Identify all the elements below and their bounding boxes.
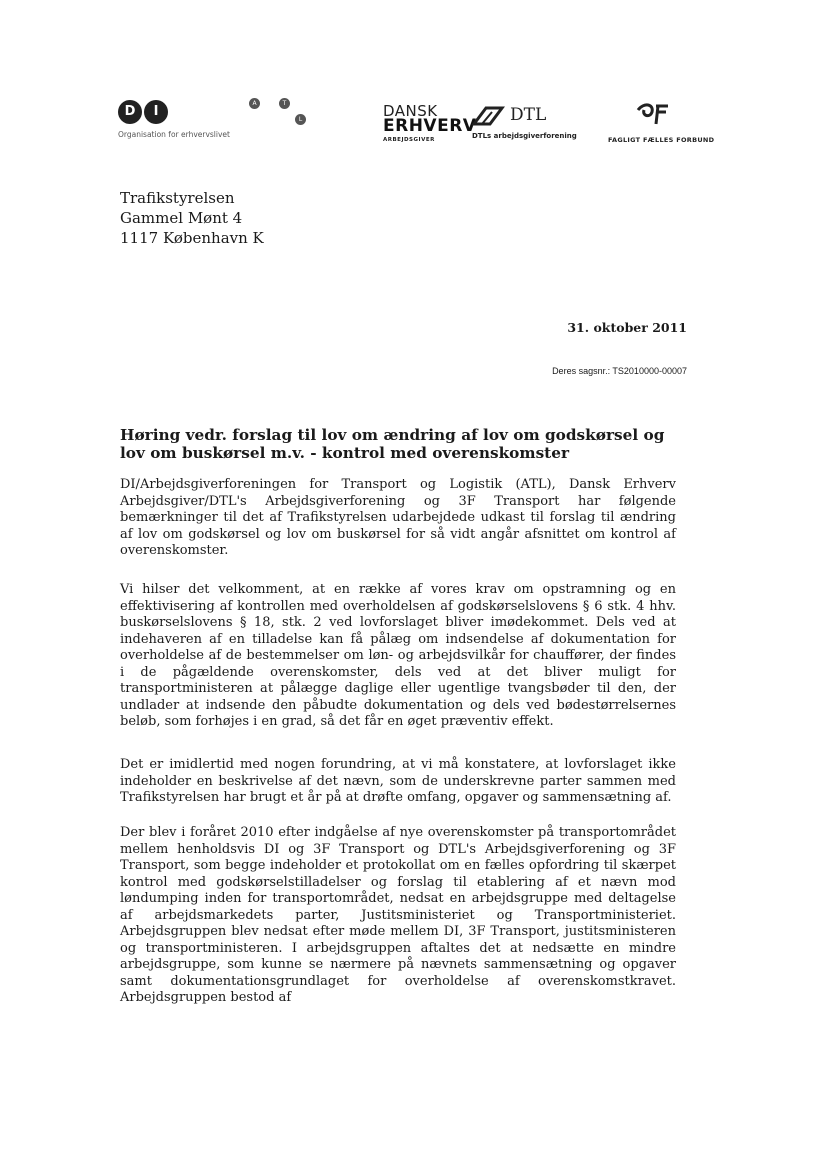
3f-mark-icon xyxy=(630,100,680,130)
dansk-erhverv-logo xyxy=(383,104,476,143)
di-letter-d: D xyxy=(118,100,142,124)
body-paragraph-2: Vi hilser det velkomment, at en række af vores krav om opstramning og en effektivisering af kontrollen med overholdelsen af godskørselslovens § 6 stk. 4 hhv. buskørselslovens § 18, stk. 2 ved lovforslaget bliver imødekommet. Dels ved at indehaveren af en tilladelse kan få pålæg om indsendelse af dokumentation for overholdelse af de bestemmelser om løn- og arbejdsvilkår for chauffører, der findes i de pågældende overenskomster, dels ved at det bliver muligt for transportministeren at pålægge daglige eller ugentlige tvangsbøder til den, der undlader at indsende den påbudte dokumentation og dels ved bødestørrelsernes beløb, som forhøjes i en grad, så det får en øget præventiv effekt. xyxy=(120,582,676,729)
letter-title: Høring vedr. forslag til lov om ændring af lov om godskørsel og lov om buskørsel m.v. - kontrol med overenskomster xyxy=(120,426,665,462)
body-paragraph-3: Det er imidlertid med nogen forundring, at vi må konstatere, at lovforslaget ikke indeholder en beskrivelse af det nævn, som de underskrevne parter sammen med Trafikstyrelsen har brugt et år på at drøfte omfang, opgaver og sammensætning af. xyxy=(120,757,676,805)
letter-date: 31. oktober 2011 xyxy=(567,320,687,335)
recipient-city: 1117 København K xyxy=(120,229,264,247)
3f-logo xyxy=(608,100,714,144)
case-reference: Deres sagsnr.: TS2010000-00007 xyxy=(552,366,687,376)
dtl-swoosh-icon xyxy=(472,104,508,126)
atl-logo xyxy=(245,96,315,136)
body-paragraph-1: DI/Arbejdsgiverforeningen for Transport og Logistik (ATL), Dansk Erhverv Arbejdsgiver/DTL's Arbejdsgiverforening og 3F Transport har følgende bemærkninger til det af Trafikstyrelsen udarbejdede udkast til forslag til ændring af lov om godskørsel og lov om buskørsel for så vidt angår afsnittet om kontrol af overenskomster. xyxy=(120,477,676,558)
dansk-erhverv-line3: ARBEJDSGIVER xyxy=(383,137,435,143)
atl-letter-l: L xyxy=(295,114,306,125)
di-letter-i: I xyxy=(144,100,168,124)
dtl-logo xyxy=(472,104,577,140)
recipient-name: Trafikstyrelsen xyxy=(120,189,235,207)
di-logo xyxy=(118,100,230,139)
dansk-erhverv-line2: ERHVERV xyxy=(383,116,477,136)
body-paragraph-4: Der blev i foråret 2010 efter indgåelse af nye overenskomster på transportområdet mellem henholdsvis DI og 3F Transport og DTL's Arbejdsgiverforening og 3F Transport, som begge indeholder et protokollat om en fælles opfordring til skærpet kontrol med godskørselstilladelser og forslag til etablering af et nævn mod løndumping inden for transportområdet, nedsat en arbejdsgruppe med deltagelse af arbejdsmarkedets parter, Justitsministeriet og Transportministeriet. Arbejdsgruppen blev nedsat efter møde mellem DI, 3F Transport, justitsministeren og transportministeren. I arbejdsgruppen aftaltes det at nedsætte en mindre arbejdsgruppe, som kunne se nærmere på nævnets sammensætning og opgaver samt dokumentationsgrundlaget for overholdelse af overenskomstkravet. Arbejdsgruppen bestod af xyxy=(120,825,676,1005)
di-tagline: Organisation for erhvervslivet xyxy=(118,130,230,139)
3f-name: FAGLIGT FÆLLES FORBUND xyxy=(608,136,715,144)
dtl-name: DTL xyxy=(510,105,547,125)
dtl-subtitle: DTLs arbejdsgiverforening xyxy=(472,132,577,140)
atl-letter-a: A xyxy=(249,98,260,109)
dansk-erhverv-line1: DANSK xyxy=(383,102,438,120)
atl-letter-t: T xyxy=(279,98,290,109)
recipient-address xyxy=(120,188,264,248)
recipient-street: Gammel Mønt 4 xyxy=(120,209,243,227)
